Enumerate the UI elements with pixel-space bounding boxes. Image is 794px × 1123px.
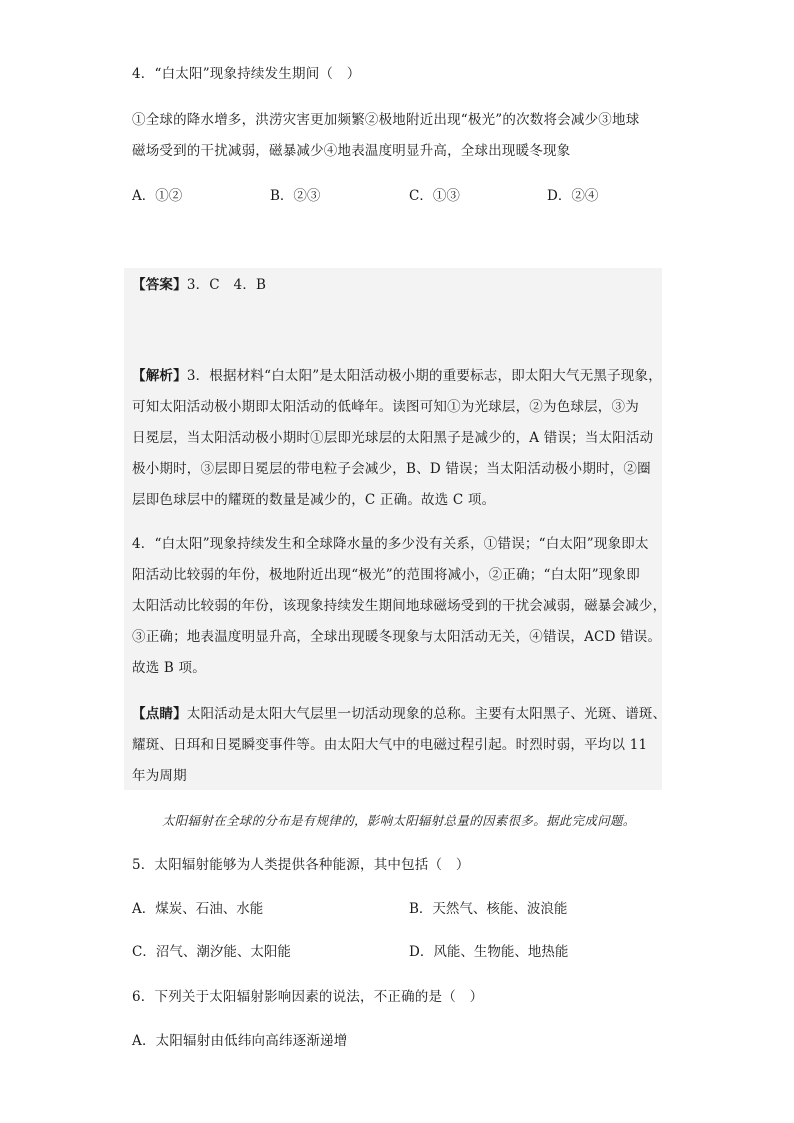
tip-line-1 <box>132 704 666 724</box>
tip-first: 太阳活动是太阳大气层里一切活动现象的总称。主要有太阳黑子、光斑、谱斑、 <box>186 706 667 722</box>
group-intro: 太阳辐射在全球的分布是有规律的，影响太阳辐射总量的因素很多。据此完成问题。 <box>162 813 636 828</box>
answer-text: 3．C 4．B <box>186 277 267 293</box>
analysis-line-1 <box>132 366 662 386</box>
analysis-q4-line-2: 阳活动比较弱的年份，极地附近出现“极光”的范围将减小，②正确；“白太阳”现象即 <box>132 567 640 583</box>
analysis-label: 【解析】 <box>132 368 187 384</box>
q5-option-c[interactable]: C．沼气、潮汐能、太阳能 <box>132 944 291 960</box>
q4-option-d[interactable]: D．②④ <box>547 188 599 204</box>
analysis-q3-line-4: 极小期时，③层即日冕层的带电粒子会减少，B、D 错误；当太阳活动极小期时，②圈 <box>132 461 651 477</box>
tip-line-3: 年为周期 <box>132 768 187 784</box>
tip-label: 【点睛】 <box>132 706 187 722</box>
q6-stem: 6．下列关于太阳辐射影响因素的说法，不正确的是（ ） <box>132 989 484 1005</box>
analysis-q4-line-5: 故选 B 项。 <box>132 660 206 676</box>
analysis-q3-first: 3．根据材料“白太阳”是太阳活动极小期的重要标志，即太阳大气无黑子现象， <box>186 368 662 384</box>
q5-option-d[interactable]: D．风能、生物能、地热能 <box>409 944 569 960</box>
q4-option-c[interactable]: C．①③ <box>409 188 460 204</box>
q5-option-a[interactable]: A．煤炭、石油、水能 <box>132 901 264 917</box>
q4-option-a[interactable]: A．①② <box>132 188 183 204</box>
q4-statement-line-1: ①全球的降水增多，洪涝灾害更加频繁②极地附近出现“极光”的次数将会减少③地球 <box>132 112 640 128</box>
tip-line-2: 耀斑、日珥和日冕瞬变事件等。由太阳大气中的电磁过程引起。时烈时弱，平均以 11 <box>132 737 648 753</box>
q5-option-b[interactable]: B．天然气、核能、波浪能 <box>409 901 568 917</box>
q4-option-b[interactable]: B．②③ <box>270 188 321 204</box>
q4-stem: 4．“白太阳”现象持续发生期间（ ） <box>132 66 361 82</box>
analysis-q4-line-4: ③正确；地表温度明显升高，全球出现暖冬现象与太阳活动无关，④错误，ACD 错误。 <box>132 629 662 645</box>
analysis-q4-line-1: 4．“白太阳”现象持续发生和全球降水量的多少没有关系，①错误；“白太阳”现象即太 <box>132 536 649 552</box>
answer-line <box>132 275 266 295</box>
q4-statement-line-2: 磁场受到的干扰减弱，磁暴减少④地表温度明显升高，全球出现暖冬现象 <box>132 143 571 159</box>
answer-label: 【答案】 <box>132 277 187 293</box>
analysis-q4-line-3: 太阳活动比较弱的年份，该现象持续发生期间地球磁场受到的干扰会减弱，磁暴会减少， <box>132 598 667 614</box>
analysis-q3-line-3: 日冕层，当太阳活动极小期时①层即光球层的太阳黑子是减少的，A 错误；当太阳活动 <box>132 430 654 446</box>
analysis-q3-line-5: 层即色球层中的耀斑的数量是减少的，C 正确。故选 C 项。 <box>132 492 496 508</box>
analysis-q3-line-2: 可知太阳活动极小期即太阳活动的低峰年。读图可知①为光球层，②为色球层，③为 <box>132 399 639 415</box>
q5-stem: 5．太阳辐射能够为人类提供各种能源，其中包括（ ） <box>132 857 470 873</box>
q6-option-a[interactable]: A．太阳辐射由低纬向高纬逐渐递增 <box>132 1033 348 1049</box>
